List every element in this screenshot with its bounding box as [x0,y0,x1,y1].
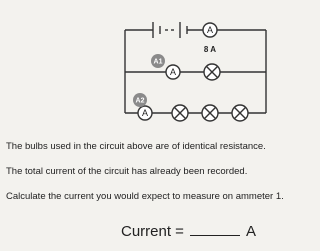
ammeter-2-letter: A [141,108,149,118]
main-ammeter-letter: A [206,25,214,35]
ammeter-1-tag [151,54,165,68]
main-ammeter [203,23,217,37]
ammeter-1-letter: A [169,67,177,77]
battery-symbol [153,22,187,38]
answer-row [121,221,256,240]
svg-text:A1: A1 [153,58,163,66]
bulb-icon [204,64,220,80]
ammeter-2 [138,106,152,120]
answer-unit: A [245,223,256,240]
main-ammeter-reading: 8 A [203,45,217,54]
question-line-3: Calculate the current you would expect to measure on ammeter 1. [6,191,284,202]
ammeter-2-tag [133,93,147,107]
svg-text:A2: A2 [135,97,145,105]
question-line-1: The bulbs used in the circuit above are of identical resistance. [6,141,266,152]
answer-blank[interactable] [190,221,240,236]
bulb-icon [232,105,248,121]
bulb-icon [202,105,218,121]
answer-label: Current = [121,223,184,240]
question-line-2: The total current of the circuit has already been recorded. [6,166,248,177]
ammeter-1 [166,65,180,79]
bulb-icon [172,105,188,121]
